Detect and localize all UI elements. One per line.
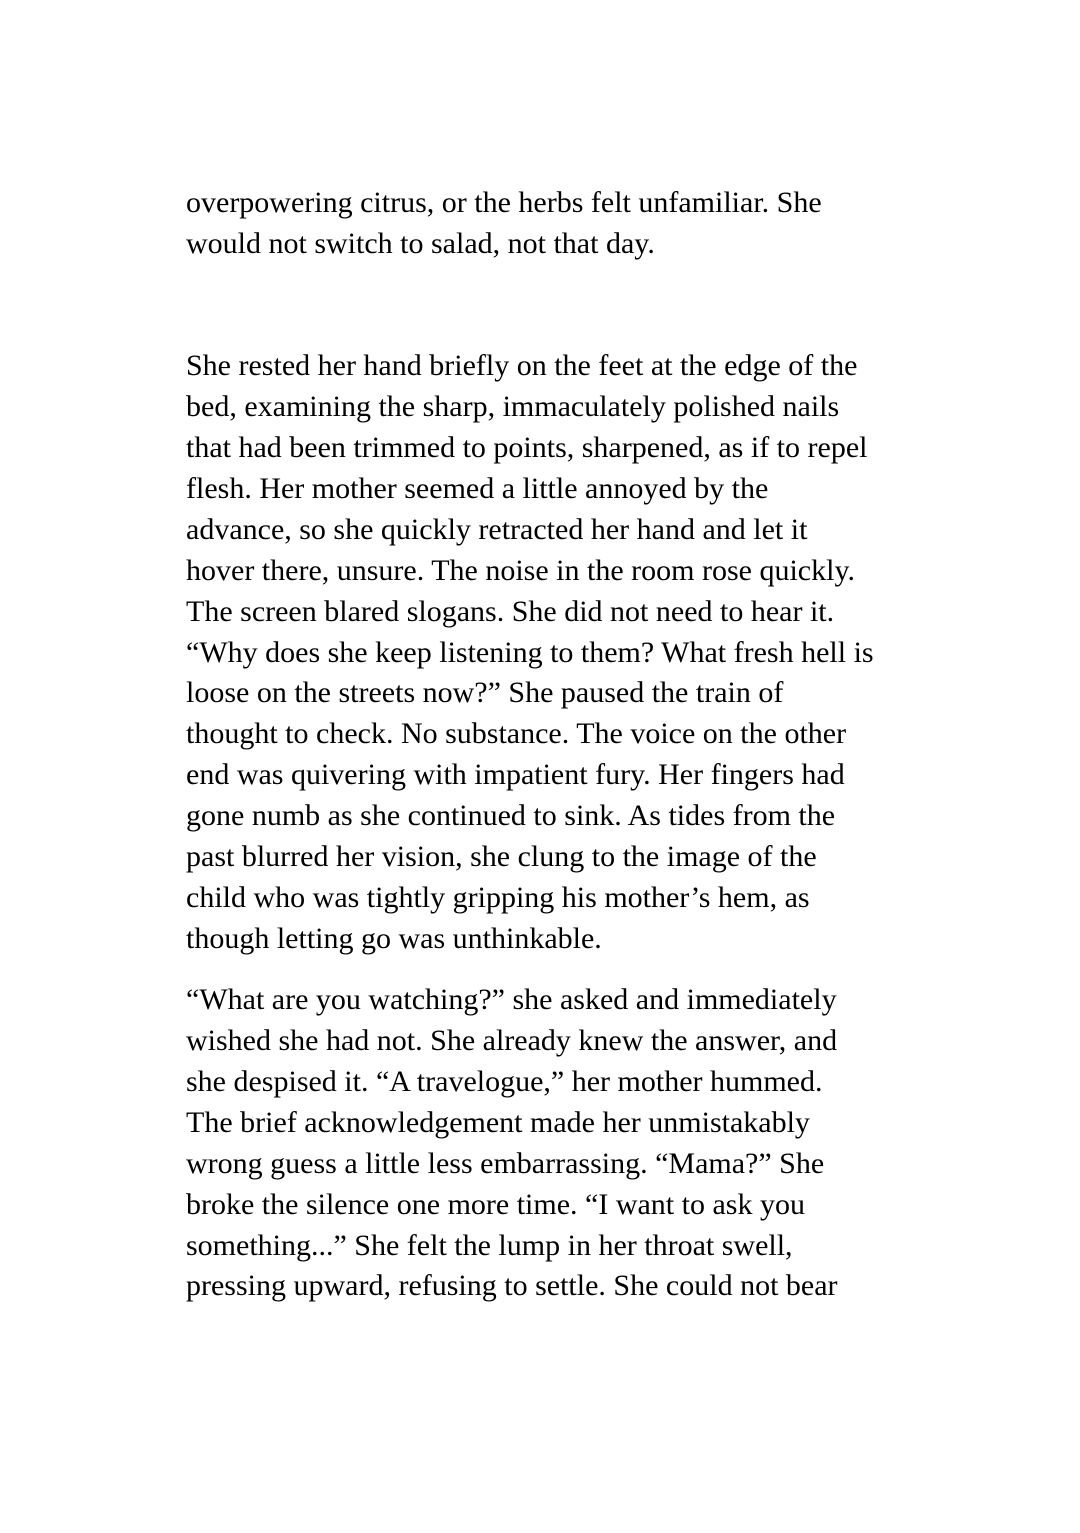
text-line: “Why does she keep listening to them? What fresh hell is [186, 636, 874, 669]
text-line: flesh. Her mother seemed a little annoyed by the [186, 472, 769, 505]
text-line: advance, so she quickly retracted her hand and let it [186, 513, 808, 546]
text-line: loose on the streets now?” She paused the train of [186, 676, 784, 709]
text-line: She rested her hand briefly on the feet at the edge of the [186, 349, 858, 382]
text-line: she despised it. “A travelogue,” her mother hummed. [186, 1065, 823, 1098]
text-line: The brief acknowledgement made her unmistakably [186, 1106, 810, 1139]
text-line: The screen blared slogans. She did not need to hear it. [186, 595, 835, 628]
text-line: something...” She felt the lump in her throat swell, [186, 1229, 793, 1262]
text-line: would not switch to salad, not that day. [186, 227, 655, 260]
text-line: pressing upward, refusing to settle. She could not bear [186, 1269, 838, 1302]
text-line: broke the silence one more time. “I want to ask you [186, 1188, 805, 1221]
text-line: that had been trimmed to points, sharpened, as if to repel [186, 431, 868, 464]
text-line: overpowering citrus, or the herbs felt unfamiliar. She [186, 186, 822, 219]
text-line: hover there, unsure. The noise in the room rose quickly. [186, 554, 855, 587]
text-line: child who was tightly gripping his mother’s hem, as [186, 881, 810, 914]
text-line: thought to check. No substance. The voice on the other [186, 717, 847, 750]
text-line: gone numb as she continued to sink. As tides from the [186, 799, 836, 832]
text-line: though letting go was unthinkable. [186, 922, 602, 955]
text-line: wished she had not. She already knew the answer, and [186, 1024, 838, 1057]
text-line: wrong guess a little less embarrassing. “Mama?” She [186, 1147, 825, 1180]
text-line: “What are you watching?” she asked and immediately [186, 983, 837, 1016]
text-line: past blurred her vision, she clung to the image of the [186, 840, 817, 873]
text-line: end was quivering with impatient fury. Her fingers had [186, 758, 845, 791]
text-line: bed, examining the sharp, immaculately polished nails [186, 390, 840, 423]
